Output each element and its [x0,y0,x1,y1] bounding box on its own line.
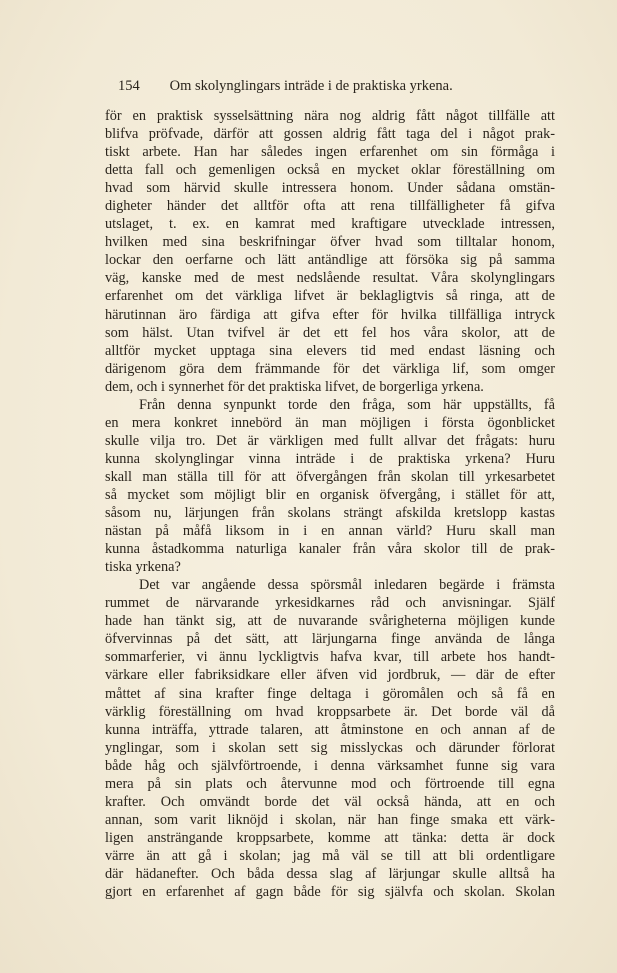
text-line: gjort en erfarenhet af gagn både för sig självfa och skolan. Skolan [105,884,555,901]
text-line: blifva pröfvade, därför att gossen aldrig fått taga del i något prak- [105,126,555,143]
text-line: värre än att gå i skolan; jag må väl se till att bli ordentligare [105,847,555,864]
text-line: hvilken med sina beskrifningar öfver hvad som tilltalar honom, [105,234,555,251]
text-line: hvad som härvid skulle intressera honom. Under sådana omstän- [105,180,555,197]
body-text [105,107,555,901]
text-line: Det var angående dessa spörsmål inledaren begärde i främsta [139,577,555,594]
text-line: sommarferier, vi ännu lyckligtvis hafva kvar, till arbete hos handt- [105,649,555,666]
text-line: såsom nu, lärjungen från skolans strängt afskilda kretslopp kastas [105,505,555,522]
text-line: ligen ansträngande kroppsarbete, komme att tänka: detta är dock [105,829,555,846]
text-line: för en praktisk sysselsättning nära nog aldrig fått något tillfälle att [105,108,555,124]
text-line: erfarenhet om det värkliga lifvet är beklagligtvis så ringa, att de [105,288,555,305]
text-line: både håg och självförtroende, i denna värksamhet funne sig vara [105,757,555,774]
text-line: dem, och i synnerhet för det praktiska lifvet, de borgerliga yrkena. [105,378,484,395]
text-line: tiska yrkena? [105,559,181,576]
text-line: rummet de närvarande yrkesidkarnes råd och anvisningar. Själf [105,595,555,612]
text-line: skulle vilja tro. Det är värkligen med fullt allvar det frågats: huru [105,432,555,449]
text-line: kunna åstadkomma naturliga kanaler från våra skolor till de prak- [105,541,555,558]
text-line: därigenom göra dem främmande för det värkliga lif, som omger [105,360,555,377]
text-line: värklig föreställning om hvad kroppsarbete är. Det borde väl då [105,703,555,720]
page-number: 154 [118,78,140,94]
text-line: tiskt arbete. Han har således ingen erfarenhet om sin förmåga i [105,144,555,161]
text-line: lockar den oerfarne och lätt antändlige att försöka sig på samma [105,252,555,269]
text-line: nästan på måfå liksom in i en annan värld? Huru skall man [105,523,555,540]
text-line: Från denna synpunkt torde den fråga, som här uppställts, få [139,396,555,413]
text-line: kunna skolynglingar vinna inträde i de praktiska yrkena? Huru [105,450,555,467]
text-line: så mycket som möjligt blir en organisk öfvergång, i stället för att, [105,486,555,503]
page-header [118,76,558,96]
text-line: alltför mycket upptaga sina elevers tid med endast läsning och [105,342,555,359]
text-line: måttet af sina krafter finge deltaga i göromålen och så få en [105,685,555,702]
text-line: annan, som varit liknöjd i skolan, när han finge smaka ett värk- [105,811,555,828]
text-line: utslaget, t. ex. en kamrat med kraftigare utvecklade intressen, [105,216,555,233]
text-line: kunna inträffa, yttrade talaren, att åtminstone en och annan af de [105,721,555,738]
text-line: skall man ställa till för att öfvergången från skolan till yrkesarbetet [105,468,555,485]
text-line: värkare eller fabriksidkare eller äfven vid jordbruk, — där de efter [105,667,555,684]
text-line: väg, kanske med de mest nedslående resultat. Våra skolynglingars [105,270,555,287]
text-line: härutinnan äro färdiga att gifva efter för hvilka tillfälliga intryck [105,306,555,323]
running-title: Om skolynglingars inträde i de praktiska yrkena. [169,78,453,94]
text-line: som hälst. Utan tvifvel är det ett fel hos våra skolor, att de [105,324,555,341]
text-line: detta fall och gemenligen också en mycket oklar föreställning om [105,162,555,179]
text-line: öfvervinnas på det sätt, att lärjungarna finge använda de långa [105,631,555,648]
text-line: mera på sin plats och återvunne mod och förtroende till egna [105,775,555,792]
text-line: ynglingar, som i skolan sett sig misslyckas och därunder förlorat [105,739,555,756]
text-line: digheter händer det alltför ofta att rena tillfälligheter få gifva [105,198,555,215]
text-line: en mera konkret innebörd än man möjligen i första ögonblicket [105,414,555,431]
text-line: där hädanefter. Och båda dessa slag af lärjungar skulle alltså ha [105,865,555,882]
text-line: hade han tänkt sig, att de nuvarande svårigheterna möjligen kunde [105,613,555,630]
text-line: krafter. Och omvändt borde det väl också hända, att en och [105,793,555,810]
